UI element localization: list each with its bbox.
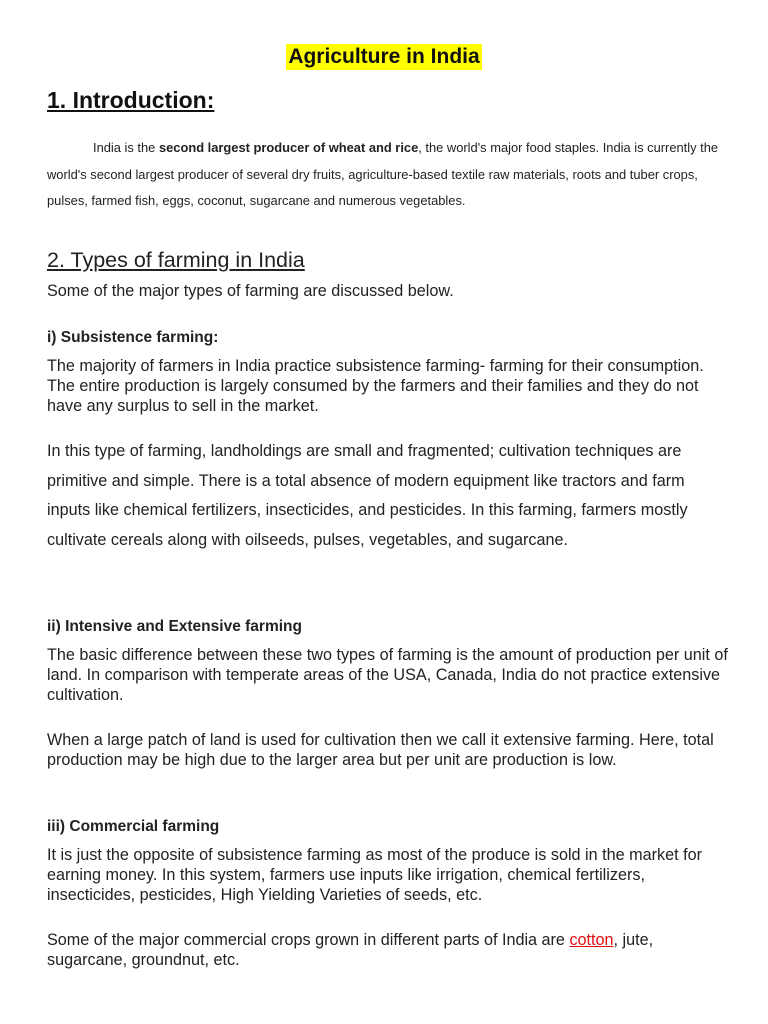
document-title: Agriculture in India xyxy=(288,45,480,68)
intensive-paragraph-1: The basic difference between these two types of farming is the amount of production per unit of land. In comparison with temperate areas of the USA, Canada, India do not practice extensive cultivation. xyxy=(47,646,728,704)
subsistence-heading: i) Subsistence farming: xyxy=(47,329,219,346)
title-row xyxy=(0,44,768,70)
types-lead-sentence: Some of the major types of farming are discussed below. xyxy=(47,282,454,300)
commercial-heading: iii) Commercial farming xyxy=(47,818,220,835)
intensive-extensive-heading: ii) Intensive and Extensive farming xyxy=(47,618,302,635)
intensive-paragraph-2: When a large patch of land is used for cultivation then we call it extensive farming. Here, total production may be high due to the larger area but per unit are production is low. xyxy=(47,731,714,769)
crops-text-start: Some of the major commercial crops grown in different parts of India are xyxy=(47,931,570,949)
commercial-paragraph-1: It is just the opposite of subsistence farming as most of the produce is sold in the market for earning money. In this system, farmers use inputs like irrigation, chemical fertilizers, insecticides, pesticides, High Yielding Varieties of seeds, etc. xyxy=(47,846,703,904)
intro-text-start: India is the xyxy=(93,140,159,155)
introduction-paragraph xyxy=(47,135,729,215)
subsistence-paragraph-2: In this type of farming, landholdings are small and fragmented; cultivation techniques are primitive and simple. There is a total absence of modern equipment like tractors and farm inputs like chemical fertilizers, insecticides, and pesticides. In this farming, farmers mostly cultivate cereals along with oilseeds, pulses, vegetables, and sugarcane. xyxy=(47,442,688,550)
subsistence-paragraph-1: The majority of farmers in India practice subsistence farming- farming for their consumption. The entire production is largely consumed by the farmers and their families and they do not have any surplus to sell in the market. xyxy=(47,357,704,415)
intro-bold-phrase: second largest producer of wheat and rice xyxy=(158,140,419,155)
crops-text-end: , jute, sugarcane, groundnut, etc. xyxy=(47,931,654,969)
intro-text-end: , the world's major food staples. India is currently the world's second largest producer of several dry fruits, agriculture-based textile raw materials, roots and tuber crops, pulses, farmed fish, eggs, coconut, sugarcane and numerous vegetables. xyxy=(47,140,719,208)
introduction-heading: 1. Introduction: xyxy=(47,87,215,113)
cotton-link[interactable]: cotton xyxy=(569,931,614,949)
types-of-farming-heading: 2. Types of farming in India xyxy=(47,248,305,272)
commercial-crops-paragraph xyxy=(47,931,729,971)
